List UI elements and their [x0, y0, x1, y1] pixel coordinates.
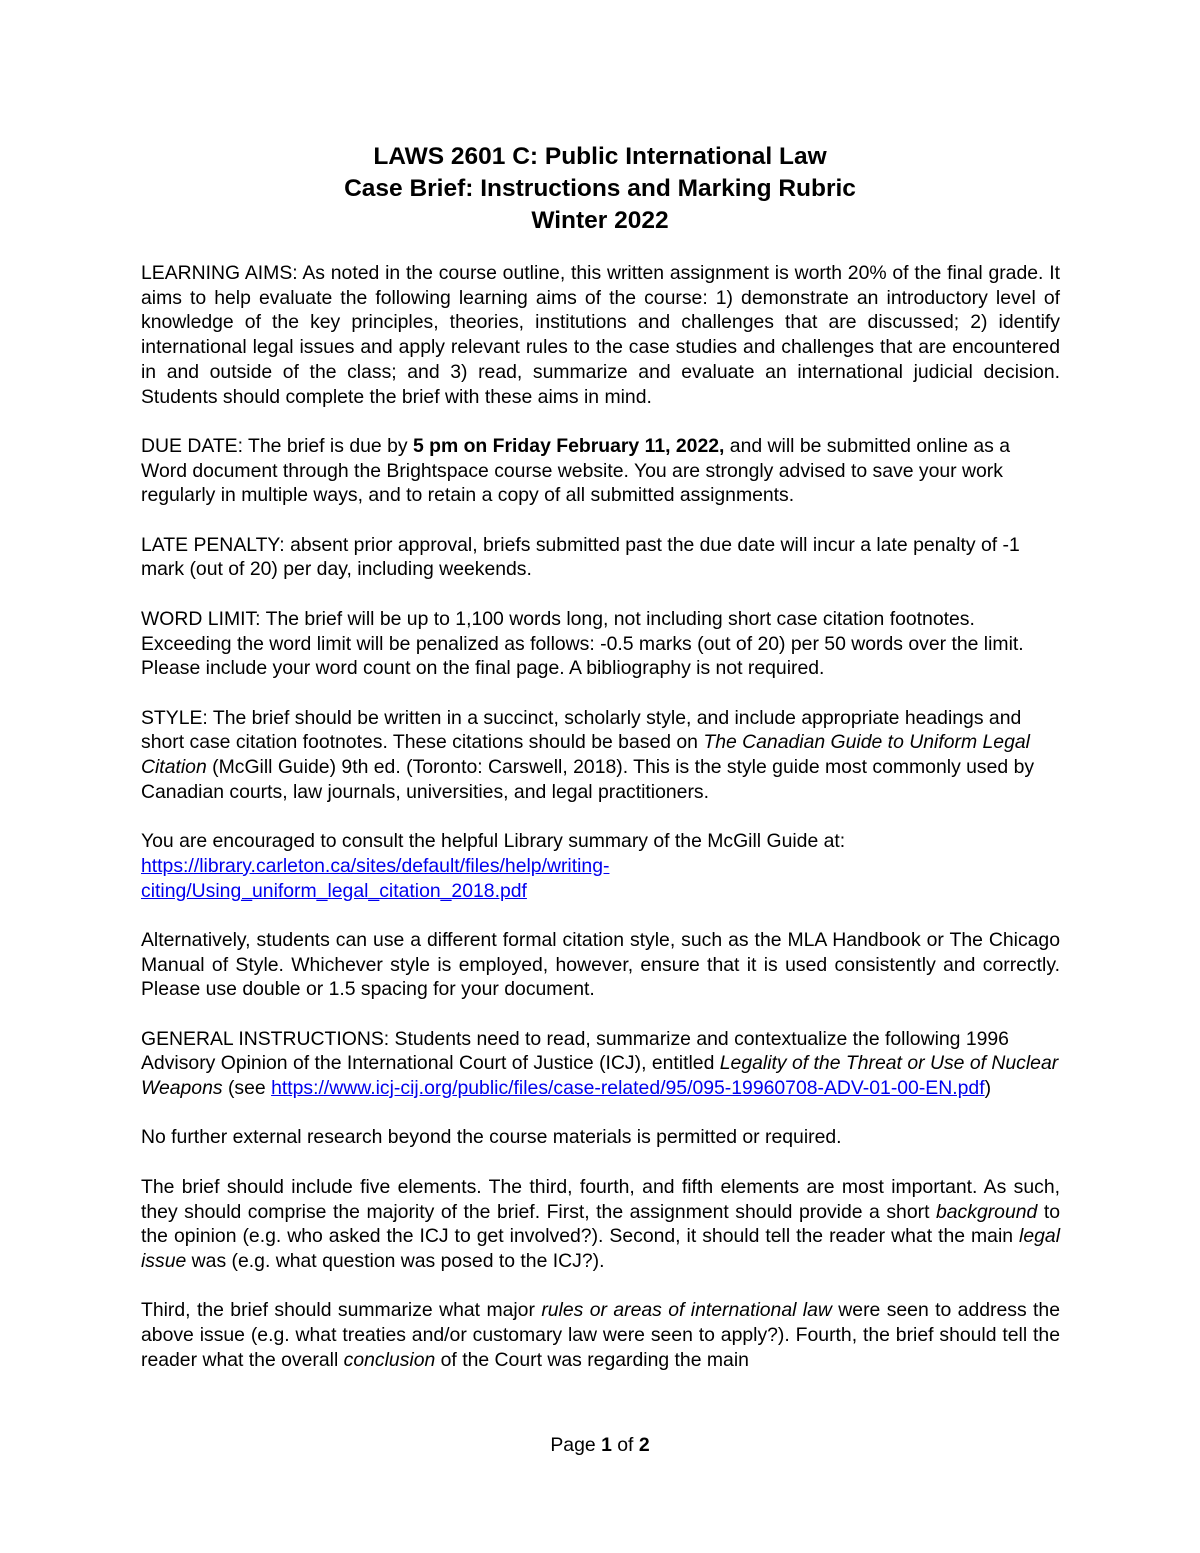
- total-page-count: 2: [638, 1434, 650, 1456]
- style-paragraph: STYLE: The brief should be written in a succinct, scholarly style, and include appropriate headings and short case citation footnotes. These citations should be based on The Canadian Guide to Uniform Legal Citation (McGill Guide) 9th ed. (Toronto: Carswell, 2018). This is the style guide most commonly used by Canadian courts, law journals, universities, and legal practitioners.: [141, 706, 1035, 803]
- current-page-number: 1: [601, 1434, 612, 1456]
- late-penalty-paragraph: LATE PENALTY: absent prior approval, briefs submitted past the due date will incur a late penalty of -1 mark (out of 20) per day, including weekends.: [141, 533, 1020, 581]
- learning-aims-paragraph: LEARNING AIMS: As noted in the course outline, this written assignment is worth 20% of the final grade. It aims to help evaluate the following learning aims of the course: 1) demonstrate an introductory level of knowledge of the key principles, theories, institutions and challenges that are discussed; 2) identify international legal issues and apply relevant rules to the case studies and challenges that are encountered in and outside of the class; and 3) read, summarize and evaluate an international judicial decision. Students should complete the brief with these aims in mind.: [141, 262, 1060, 408]
- title-term: Winter 2022: [531, 207, 669, 234]
- third-element-paragraph: Third, the brief should summarize what major rules or areas of international law were seen to address the above issue (e.g. what treaties and/or customary law were seen to apply?). Fourth, the brief should tell the reader what the overall conclusion of the Court was regarding the main: [141, 1299, 1060, 1371]
- consult-paragraph: You are encouraged to consult the helpful Library summary of the McGill Guide at: https://library.carleton.ca/sites/default/files/help/writing- citing/Using_uniform_legal_citation_2018.pdf: [141, 830, 846, 902]
- opinion-title: Legality of the Threat or Use of Nuclear Weapons: [141, 1052, 1059, 1100]
- due-date-paragraph: DUE DATE: The brief is due by 5 pm on Friday February 11, 2022, and will be submitted online as a Word document through the Brightspace course website. You are strongly advised to save your work regularly in multiple ways, and to retain a copy of all submitted assignments.: [141, 434, 1011, 507]
- word-limit-paragraph: WORD LIMIT: The brief will be up to 1,100 words long, not including short case citation footnotes. Exceeding the word limit will be penalized as follows: -0.5 marks (out of 20) per 50 words over the limit. Please include your word count on the final page. A bibliography is not required.: [141, 607, 1024, 680]
- mcgill-summary-link[interactable]: https://library.carleton.ca/sites/default/files/help/writing- citing/Using_uniform_legal_citation_2018.pdf: [141, 854, 610, 902]
- title-course: LAWS 2601 C: Public International Law: [373, 143, 827, 170]
- icj-opinion-link[interactable]: https://www.icj-cij.org/public/files/case-related/95/095-19960708-ADV-01-00-EN.pdf: [271, 1077, 985, 1100]
- five-elements-paragraph: The brief should include five elements. The third, fourth, and fifth elements are most important. As such, they should comprise the majority of the brief. First, the assignment should provide a short background to the opinion (e.g. who asked the ICJ to get involved?). Second, it should tell the reader what the main legal issue was (e.g. what question was posed to the ICJ?).: [141, 1175, 1061, 1272]
- general-instructions-paragraph: GENERAL INSTRUCTIONS: Students need to read, summarize and contextualize the following 1996 Advisory Opinion of the International Court of Justice (ICJ), entitled Legality of the Threat or Use of Nuclear Weapons (see https://www.icj-cij.org/public/files/case-related/95/095-19960708-ADV-01-00-EN.pdf): [141, 1027, 1059, 1100]
- alternative-style-paragraph: Alternatively, students can use a different formal citation style, such as the MLA Handbook or The Chicago Manual of Style. Whichever style is employed, however, ensure that it is used consistently and correctly. Please use double or 1.5 spacing for your document.: [141, 928, 1060, 1001]
- page-footer: Page 1 of 2: [550, 1434, 650, 1456]
- title-assignment: Case Brief: Instructions and Marking Rubric: [344, 175, 856, 202]
- document-body: [141, 261, 1060, 1397]
- due-date-deadline: 5 pm on Friday February 11, 2022,: [412, 434, 725, 457]
- document-title: [140, 141, 1060, 237]
- citation-guide-title: The Canadian Guide to Uniform Legal Citation: [141, 731, 1030, 778]
- no-research-paragraph: No further external research beyond the course materials is permitted or required.: [141, 1126, 842, 1149]
